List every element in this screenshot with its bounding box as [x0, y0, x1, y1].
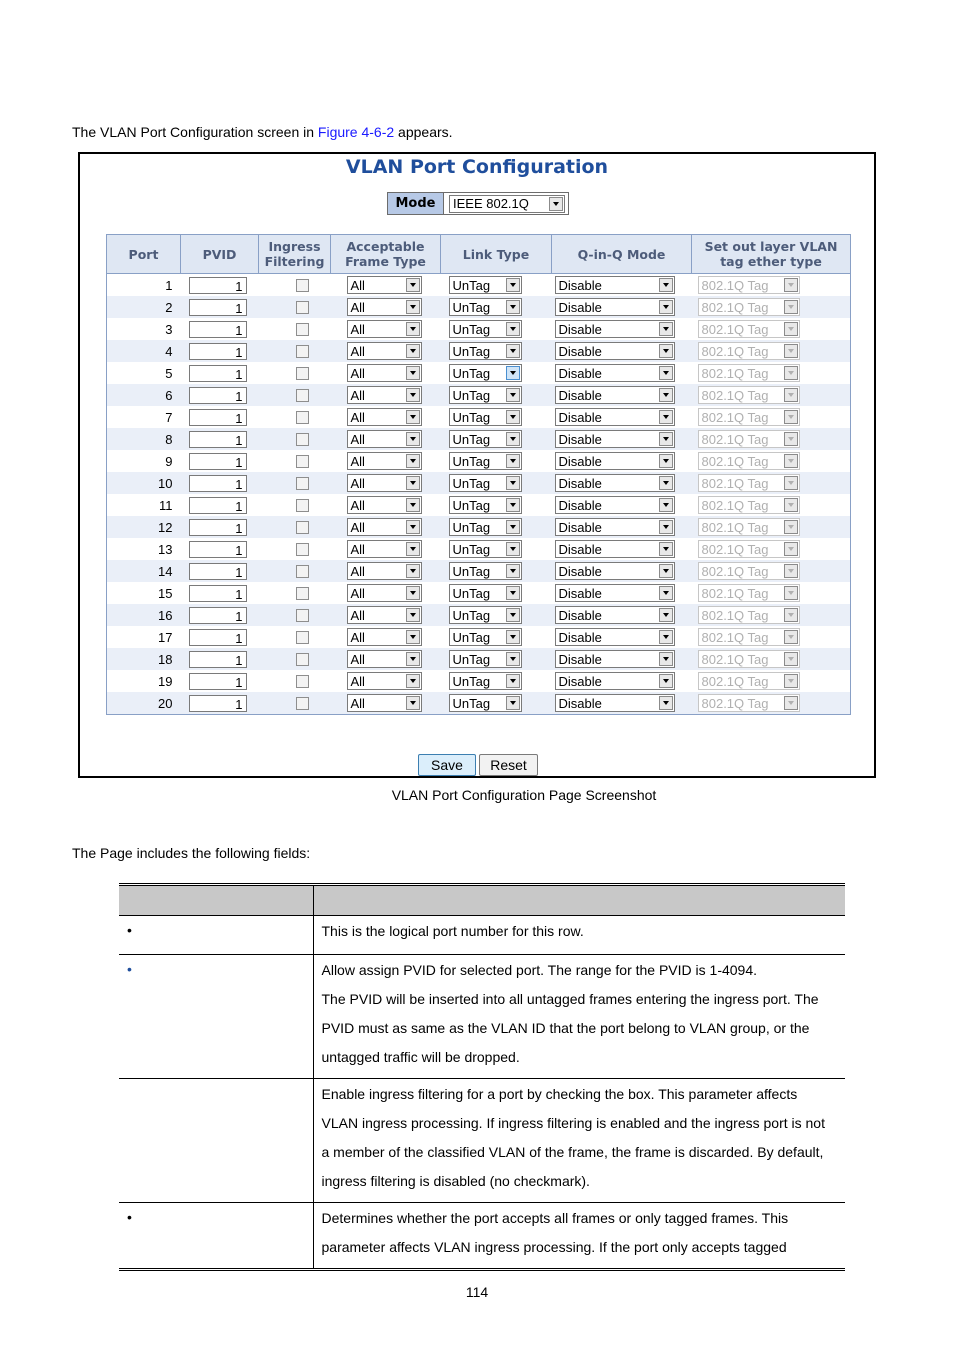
chevron-down-icon [784, 586, 798, 600]
reset-button[interactable]: Reset [479, 754, 538, 776]
frame-type-select[interactable]: All [347, 364, 422, 382]
qinq-mode-select[interactable]: Disable [555, 496, 675, 514]
table-row [107, 472, 851, 494]
chevron-down-icon [406, 586, 420, 600]
chevron-down-icon [406, 322, 420, 336]
chevron-down-icon [659, 608, 673, 622]
frame-type-select[interactable]: All [347, 276, 422, 294]
chevron-down-icon [406, 366, 420, 380]
pvid-input[interactable]: 1 [189, 475, 247, 492]
ingress-filtering-checkbox[interactable] [296, 279, 309, 292]
table-row [107, 318, 851, 340]
port-number: 3 [165, 321, 173, 337]
pvid-input[interactable]: 1 [189, 365, 247, 382]
chevron-down-icon [406, 300, 420, 314]
link-type-select[interactable]: UnTag [449, 320, 522, 338]
port-number: 4 [107, 340, 181, 362]
chevron-down-icon [506, 520, 520, 534]
pvid-input[interactable]: 1 [189, 563, 247, 580]
pvid-input[interactable]: 1 [189, 453, 247, 470]
tag-type-select: 802.1Q Tag [698, 518, 800, 536]
field-row: Enable ingress filtering for a port by checking the box. This parameter affects VLAN ingress processing. If ingress filtering is enabled and the ingress port is not a member of the classified VLAN of the frame, the frame is discarded. By default, ingress filtering is disabled (no checkmark). [119, 1079, 845, 1203]
chevron-down-icon [506, 630, 520, 644]
chevron-down-icon [406, 674, 420, 688]
table-row [107, 296, 851, 318]
port-number: 20 [107, 692, 181, 715]
chevron-down-icon [784, 388, 798, 402]
table-row [107, 538, 851, 560]
chevron-down-icon [659, 564, 673, 578]
frame-type-select[interactable]: All [347, 562, 422, 580]
chevron-down-icon [784, 674, 798, 688]
qinq-mode-select[interactable]: Disable [555, 584, 675, 602]
header-pvid: PVID [181, 235, 259, 274]
chevron-down-icon [406, 344, 420, 358]
frame-type-select[interactable]: All [347, 584, 422, 602]
frame-type-select[interactable]: All [347, 342, 422, 360]
ingress-filtering-checkbox[interactable] [296, 433, 309, 446]
ingress-filtering-checkbox[interactable] [296, 631, 309, 644]
chevron-down-icon [784, 344, 798, 358]
port-number: 16 [107, 604, 181, 626]
table-row [107, 670, 851, 692]
vlan-port-config-screenshot [78, 152, 876, 778]
link-type-select[interactable]: UnTag [449, 430, 522, 448]
field-row: • This is the logical port number for this row. [119, 916, 845, 955]
link-type-select[interactable]: UnTag [449, 298, 522, 316]
table-row [107, 582, 851, 604]
port-number: 2 [107, 296, 181, 318]
mode-label: Mode [388, 193, 444, 214]
table-row [107, 560, 851, 582]
link-type-select[interactable]: UnTag [449, 474, 522, 492]
port-number: 10 [107, 472, 181, 494]
frame-type-select[interactable]: All [347, 408, 422, 426]
frame-type-select[interactable]: All [347, 496, 422, 514]
link-type-select[interactable]: UnTag [449, 342, 522, 360]
chevron-down-icon [506, 498, 520, 512]
frame-type-select[interactable]: All [347, 474, 422, 492]
frame-type-select[interactable]: All [347, 430, 422, 448]
ingress-filtering-checkbox[interactable] [296, 609, 309, 622]
port-number: 7 [165, 409, 173, 425]
header-port: Port [107, 235, 181, 274]
chevron-down-icon [406, 520, 420, 534]
bullet-icon: • [127, 961, 132, 977]
frame-type-select[interactable]: All [347, 540, 422, 558]
save-button[interactable]: Save [418, 754, 476, 776]
qinq-mode-select[interactable]: Disable [555, 606, 675, 624]
port-number: 13 [158, 541, 173, 557]
link-type-select[interactable]: UnTag [449, 276, 522, 294]
tag-type-select: 802.1Q Tag [698, 408, 800, 426]
chevron-down-icon [659, 278, 673, 292]
frame-type-select[interactable]: All [347, 518, 422, 536]
table-row [107, 626, 851, 648]
link-type-select[interactable]: UnTag [449, 496, 522, 514]
table-row [107, 340, 851, 362]
tag-type-select: 802.1Q Tag [698, 320, 800, 338]
ingress-filtering-checkbox[interactable] [296, 675, 309, 688]
vlan-port-table [106, 234, 851, 715]
chevron-down-icon [784, 696, 798, 710]
header-tag-type: Set out layer VLAN tag ether type [692, 235, 851, 274]
chevron-down-icon [659, 410, 673, 424]
link-type-select[interactable]: UnTag [449, 562, 522, 580]
qinq-mode-select[interactable]: Disable [555, 650, 675, 668]
ingress-filtering-checkbox[interactable] [296, 565, 309, 578]
tag-type-select: 802.1Q Tag [698, 276, 800, 294]
figure-caption: VLAN Port Configuration Page Screenshot [391, 787, 657, 803]
qinq-mode-select[interactable]: Disable [555, 364, 675, 382]
tag-type-select: 802.1Q Tag [698, 628, 800, 646]
link-type-select[interactable]: UnTag [449, 364, 522, 382]
frame-type-select[interactable]: All [347, 628, 422, 646]
ingress-filtering-checkbox[interactable] [296, 477, 309, 490]
header-link-type: Link Type [441, 235, 552, 274]
chevron-down-icon [784, 476, 798, 490]
intro-text: The VLAN Port Configuration screen in Figure 4-6-2 appears. [72, 124, 453, 140]
qinq-mode-select[interactable]: Disable [555, 562, 675, 580]
chevron-down-icon [784, 498, 798, 512]
pvid-input[interactable]: 1 [189, 673, 247, 690]
pvid-input[interactable]: 1 [189, 607, 247, 624]
chevron-down-icon [506, 608, 520, 622]
pvid-input[interactable]: 1 [189, 277, 247, 294]
tag-type-select: 802.1Q Tag [698, 342, 800, 360]
qinq-mode-select[interactable]: Disable [555, 672, 675, 690]
qinq-mode-select[interactable]: Disable [555, 276, 675, 294]
chevron-down-icon [406, 608, 420, 622]
chevron-down-icon [406, 432, 420, 446]
chevron-down-icon [659, 454, 673, 468]
pvid-input[interactable]: 1 [189, 497, 247, 514]
ingress-filtering-checkbox[interactable] [296, 367, 309, 380]
table-row [107, 406, 851, 428]
link-type-select[interactable]: UnTag [449, 452, 522, 470]
chevron-down-icon [659, 300, 673, 314]
table-row [107, 274, 851, 297]
tag-type-select: 802.1Q Tag [698, 430, 800, 448]
tag-type-select: 802.1Q Tag [698, 298, 800, 316]
port-number: 1 [165, 277, 173, 293]
ingress-filtering-checkbox[interactable] [296, 455, 309, 468]
frame-type-select[interactable]: All [347, 606, 422, 624]
frame-type-select[interactable]: All [347, 452, 422, 470]
qinq-mode-select[interactable]: Disable [555, 540, 675, 558]
chevron-down-icon [659, 674, 673, 688]
chevron-down-icon [506, 366, 520, 380]
fields-table [119, 883, 845, 1271]
chevron-down-icon [659, 432, 673, 446]
ingress-filtering-checkbox[interactable] [296, 389, 309, 402]
port-number: 18 [107, 648, 181, 670]
link-type-select[interactable]: UnTag [449, 408, 522, 426]
ingress-filtering-checkbox[interactable] [296, 587, 309, 600]
port-number: 15 [158, 585, 173, 601]
chevron-down-icon [659, 586, 673, 600]
chevron-down-icon [506, 322, 520, 336]
qinq-mode-select[interactable]: Disable [555, 386, 675, 404]
chevron-down-icon [659, 652, 673, 666]
link-type-select[interactable]: UnTag [449, 584, 522, 602]
pvid-input[interactable]: 1 [189, 585, 247, 602]
chevron-down-icon [506, 586, 520, 600]
port-number: 19 [158, 673, 173, 689]
link-type-select[interactable]: UnTag [449, 650, 522, 668]
chevron-down-icon [406, 454, 420, 468]
chevron-down-icon [406, 630, 420, 644]
ingress-filtering-checkbox[interactable] [296, 521, 309, 534]
tag-type-select: 802.1Q Tag [698, 452, 800, 470]
pvid-input[interactable]: 1 [189, 409, 247, 426]
header-qinq: Q-in-Q Mode [552, 235, 692, 274]
mode-select[interactable]: IEEE 802.1Q [449, 195, 565, 213]
chevron-down-icon [506, 542, 520, 556]
chevron-down-icon [784, 608, 798, 622]
chevron-down-icon [406, 652, 420, 666]
table-row [107, 604, 851, 626]
qinq-mode-select[interactable]: Disable [555, 628, 675, 646]
frame-type-select[interactable]: All [347, 650, 422, 668]
chevron-down-icon [784, 410, 798, 424]
port-number: 8 [107, 428, 181, 450]
chevron-down-icon [406, 476, 420, 490]
ingress-filtering-checkbox[interactable] [296, 653, 309, 666]
port-number: 17 [158, 629, 173, 645]
tag-type-select: 802.1Q Tag [698, 496, 800, 514]
port-number: 9 [165, 453, 173, 469]
chevron-down-icon [406, 278, 420, 292]
chevron-down-icon [506, 432, 520, 446]
tag-type-select: 802.1Q Tag [698, 386, 800, 404]
chevron-down-icon [784, 630, 798, 644]
chevron-down-icon [784, 432, 798, 446]
chevron-down-icon [784, 520, 798, 534]
link-type-select[interactable]: UnTag [449, 386, 522, 404]
port-number: 11 [159, 497, 173, 513]
chevron-down-icon [506, 344, 520, 358]
table-row [107, 384, 851, 406]
tag-type-select: 802.1Q Tag [698, 540, 800, 558]
qinq-mode-select[interactable]: Disable [555, 408, 675, 426]
bullet-icon: • [127, 922, 132, 938]
chevron-down-icon [659, 542, 673, 556]
chevron-down-icon [659, 476, 673, 490]
chevron-down-icon [659, 322, 673, 336]
chevron-down-icon [784, 322, 798, 336]
ingress-filtering-checkbox[interactable] [296, 411, 309, 424]
table-row [107, 494, 851, 516]
link-type-select[interactable]: UnTag [449, 540, 522, 558]
figure-link[interactable]: Figure 4-6-2 [317, 124, 395, 140]
pvid-input[interactable]: 1 [189, 629, 247, 646]
chevron-down-icon [406, 696, 420, 710]
pvid-input[interactable]: 1 [189, 431, 247, 448]
tag-type-select: 802.1Q Tag [698, 562, 800, 580]
chevron-down-icon [506, 696, 520, 710]
chevron-down-icon [506, 674, 520, 688]
chevron-down-icon [659, 630, 673, 644]
ingress-filtering-checkbox[interactable] [296, 345, 309, 358]
fields-intro: The Page includes the following fields: [72, 845, 311, 861]
tag-type-select: 802.1Q Tag [698, 606, 800, 624]
chevron-down-icon [406, 498, 420, 512]
chevron-down-icon [406, 542, 420, 556]
pvid-input[interactable]: 1 [189, 651, 247, 668]
qinq-mode-select[interactable]: Disable [555, 430, 675, 448]
mode-control [387, 192, 569, 215]
ingress-filtering-checkbox[interactable] [296, 697, 309, 710]
page-number: 114 [465, 1284, 489, 1300]
chevron-down-icon [406, 388, 420, 402]
table-row [107, 362, 851, 384]
chevron-down-icon [659, 696, 673, 710]
tag-type-select: 802.1Q Tag [698, 672, 800, 690]
chevron-down-icon [784, 300, 798, 314]
pvid-input[interactable]: 1 [189, 321, 247, 338]
port-number: 14 [107, 560, 181, 582]
table-row [107, 428, 851, 450]
bullet-icon: • [127, 1209, 132, 1225]
tag-type-select: 802.1Q Tag [698, 584, 800, 602]
table-row [107, 648, 851, 670]
chevron-down-icon [659, 520, 673, 534]
frame-type-select[interactable]: All [347, 298, 422, 316]
chevron-down-icon [506, 410, 520, 424]
chevron-down-icon [506, 278, 520, 292]
fields-header-description [313, 885, 845, 916]
link-type-select[interactable]: UnTag [449, 672, 522, 690]
chevron-down-icon [784, 652, 798, 666]
tag-type-select: 802.1Q Tag [698, 474, 800, 492]
qinq-mode-select[interactable]: Disable [555, 298, 675, 316]
port-number: 5 [165, 365, 173, 381]
field-row: • Allow assign PVID for selected port. The range for the PVID is 1-4094. The PVID will be inserted into all untagged frames entering the ingress port. The PVID must as same as the VLAN ID that the port belong to VLAN group, or the untagged traffic will be dropped. [119, 955, 845, 1079]
pvid-input[interactable]: 1 [189, 299, 247, 316]
chevron-down-icon [659, 366, 673, 380]
chevron-down-icon [784, 454, 798, 468]
table-row [107, 450, 851, 472]
chevron-down-icon [659, 498, 673, 512]
frame-type-select[interactable]: All [347, 386, 422, 404]
chevron-down-icon [784, 542, 798, 556]
table-row [107, 516, 851, 538]
chevron-down-icon [506, 564, 520, 578]
qinq-mode-select[interactable]: Disable [555, 452, 675, 470]
frame-type-select[interactable]: All [347, 320, 422, 338]
chevron-down-icon [506, 388, 520, 402]
chevron-down-icon [506, 300, 520, 314]
screenshot-title: VLAN Port Configuration [345, 156, 609, 178]
chevron-down-icon [506, 454, 520, 468]
header-frame-type: Acceptable Frame Type [331, 235, 441, 274]
frame-type-select[interactable]: All [347, 694, 422, 712]
chevron-down-icon [784, 564, 798, 578]
chevron-down-icon [784, 366, 798, 380]
chevron-down-icon [549, 197, 563, 211]
pvid-input[interactable]: 1 [189, 695, 247, 712]
table-row [107, 692, 851, 715]
link-type-select[interactable]: UnTag [449, 628, 522, 646]
ingress-filtering-checkbox[interactable] [296, 543, 309, 556]
link-type-select[interactable]: UnTag [449, 518, 522, 536]
chevron-down-icon [406, 564, 420, 578]
qinq-mode-select[interactable]: Disable [555, 474, 675, 492]
chevron-down-icon [506, 476, 520, 490]
qinq-mode-select[interactable]: Disable [555, 342, 675, 360]
field-row: • Determines whether the port accepts all frames or only tagged frames. This parameter affects VLAN ingress processing. If the port only accepts tagged [119, 1203, 845, 1270]
ingress-filtering-checkbox[interactable] [296, 301, 309, 314]
qinq-mode-select[interactable]: Disable [555, 694, 675, 712]
pvid-input[interactable]: 1 [189, 387, 247, 404]
link-type-select[interactable]: UnTag [449, 606, 522, 624]
pvid-input[interactable]: 1 [189, 343, 247, 360]
tag-type-select: 802.1Q Tag [698, 650, 800, 668]
chevron-down-icon [506, 652, 520, 666]
header-ingress: Ingress Filtering [259, 235, 331, 274]
qinq-mode-select[interactable]: Disable [555, 320, 675, 338]
ingress-filtering-checkbox[interactable] [296, 499, 309, 512]
chevron-down-icon [659, 388, 673, 402]
tag-type-select: 802.1Q Tag [698, 694, 800, 712]
qinq-mode-select[interactable]: Disable [555, 518, 675, 536]
pvid-input[interactable]: 1 [189, 519, 247, 536]
fields-header-object [119, 885, 313, 916]
link-type-select[interactable]: UnTag [449, 694, 522, 712]
chevron-down-icon [406, 410, 420, 424]
frame-type-select[interactable]: All [347, 672, 422, 690]
chevron-down-icon [784, 278, 798, 292]
tag-type-select: 802.1Q Tag [698, 364, 800, 382]
pvid-input[interactable]: 1 [189, 541, 247, 558]
port-number: 12 [107, 516, 181, 538]
chevron-down-icon [659, 344, 673, 358]
port-number: 6 [107, 384, 181, 406]
ingress-filtering-checkbox[interactable] [296, 323, 309, 336]
